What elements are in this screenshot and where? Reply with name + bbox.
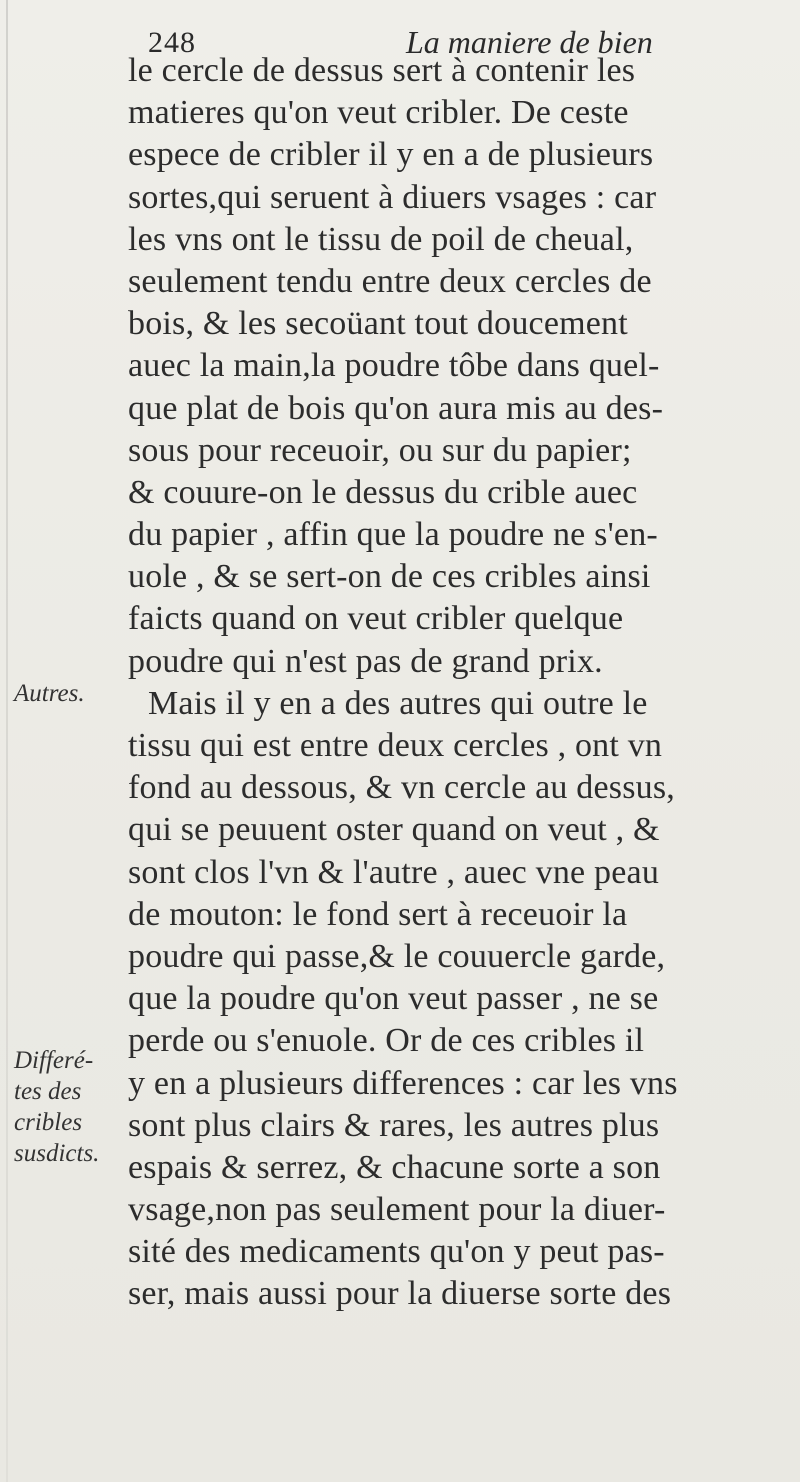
text-line: tissu qui est entre deux cercles , ont vn	[128, 727, 663, 764]
text-line: & couure-on le dessus du crible auec	[128, 473, 638, 511]
text-line: uole , & se sert-on de ces cribles ainsi	[128, 558, 651, 596]
text-line: fond au dessous, & vn cercle au dessus,	[128, 769, 675, 807]
margin-note-line: Differé-	[14, 1047, 94, 1074]
text-line: perde ou s'enuole. Or de ces cribles il	[128, 1022, 645, 1060]
margin-note-line: susdicts.	[14, 1140, 100, 1167]
text-line: que la poudre qu'on veut passer , ne se	[128, 980, 659, 1018]
text-line: y en a plusieurs differences : car les vns	[128, 1064, 678, 1102]
text-line: Mais il y en a des autres qui outre le	[148, 684, 648, 722]
margin-note-differences	[14, 1045, 126, 1169]
margin-note-autres: Autres.	[14, 680, 85, 707]
text-line: les vns ont le tissu de poil de cheual,	[128, 220, 634, 258]
text-line: de mouton: le fond sert à receuoir la	[128, 895, 628, 933]
text-line: poudre qui n'est pas de grand prix.	[128, 642, 603, 680]
text-line: du papier , affin que la poudre ne s'en-	[128, 516, 658, 554]
text-line: qui se peuuent oster quand on veut , &	[128, 811, 660, 849]
text-line: sont plus clairs & rares, les autres plus	[128, 1106, 660, 1144]
text-line: espais & serrez, & chacune sorte a son	[128, 1148, 661, 1186]
margin-note-line: cribles	[14, 1109, 83, 1136]
page-number: 248	[148, 26, 196, 59]
running-title: La maniere de bien	[406, 24, 653, 60]
text-line: sortes,qui seruent à diuers vsages : car	[128, 178, 657, 216]
text-line: seulement tendu entre deux cercles de	[128, 262, 652, 300]
text-line: auec la main,la poudre tôbe dans quel-	[128, 347, 660, 385]
text-line: ser, mais aussi pour la diuerse sorte des	[128, 1275, 672, 1313]
text-line: bois, & les secoüant tout doucement	[128, 305, 628, 343]
text-line: poudre qui passe,& le couuercle garde,	[128, 937, 666, 975]
page-gutter	[6, 0, 8, 1482]
text-line: sont clos l'vn & l'autre , auec vne peau	[128, 853, 660, 891]
text-line: vsage,non pas seulement pour la diuer-	[128, 1191, 666, 1229]
text-line: espece de cribler il y en a de plusieurs	[128, 136, 654, 174]
text-line: sous pour receuoir, ou sur du papier;	[128, 431, 632, 469]
margin-note-line: tes des	[14, 1078, 82, 1105]
text-line: sité des medicaments qu'on y peut pas-	[128, 1233, 665, 1271]
text-line: que plat de bois qu'on aura mis au des-	[128, 389, 664, 427]
text-line: matieres qu'on veut cribler. De ceste	[128, 94, 629, 132]
text-line: faicts quand on veut cribler quelque	[128, 600, 624, 638]
main-text-block	[128, 50, 788, 1316]
text-line: le cercle de dessus sert à contenir les	[128, 52, 636, 89]
